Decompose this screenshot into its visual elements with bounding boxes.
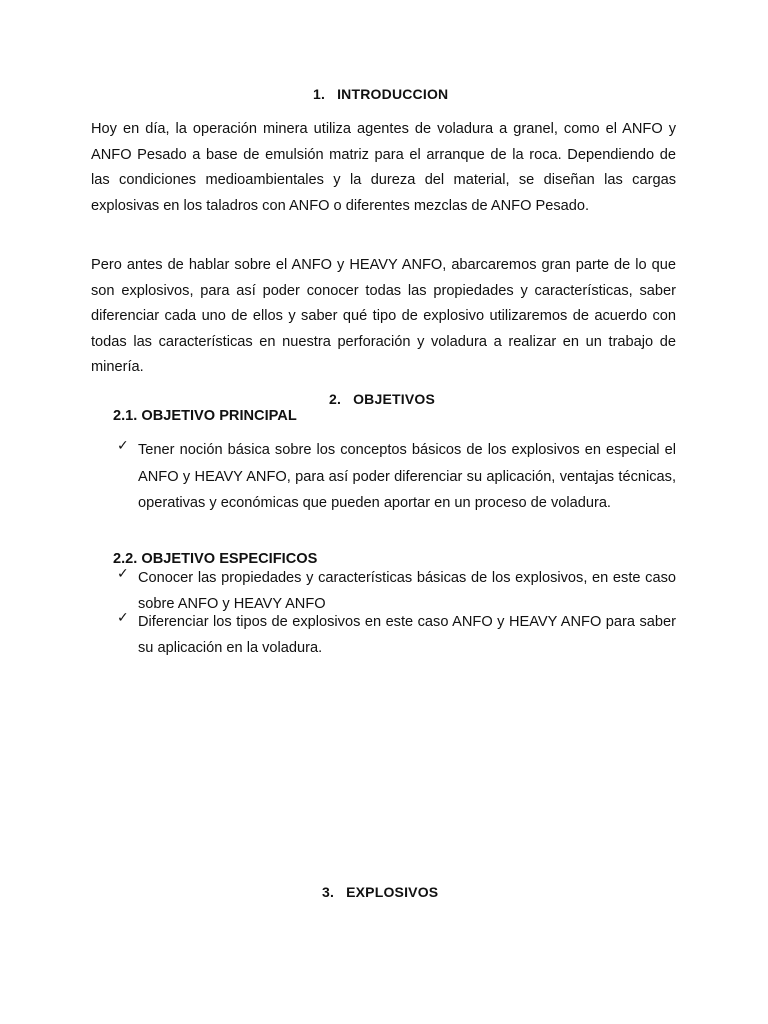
section-1-number: 1. <box>313 86 326 102</box>
section-2-heading <box>329 391 435 407</box>
list-item-text: Tener noción básica sobre los conceptos básicos de los explosivos en especial el ANFO y HEAVY ANFO, para así poder diferenciar su aplicación, ventajas técnicas, operativas y económicas que pueden aportar en un proceso de voladura. <box>138 442 676 511</box>
subsection-2-1-heading <box>113 408 297 424</box>
list-item-text: Diferenciar los tipos de explosivos en este caso ANFO y HEAVY ANFO para saber su aplicación en la voladura. <box>138 614 676 656</box>
section-3-number: 3. <box>322 884 335 900</box>
list-item-text: Conocer las propiedades y características básicas de los explosivos, en este caso sobre ANFO y HEAVY ANFO <box>138 570 676 612</box>
subsection-2-2-title: OBJETIVO ESPECIFICOS <box>141 551 318 567</box>
intro-paragraph-2: Pero antes de hablar sobre el ANFO y HEAVY ANFO, abarcaremos gran parte de lo que son explosivos, para así poder conocer todas las propiedades y características, saber diferenciar cada uno de ellos y saber qué tipo de explosivo utilizaremos de acuerdo con todas las características en nuestra perforación y voladura a realizar en un trabajo de minería. <box>91 257 676 375</box>
intro-paragraph-1: Hoy en día, la operación minera utiliza agentes de voladura a granel, como el ANFO y ANFO Pesado a base de emulsión matriz para el arranque de la roca. Dependiendo de las condiciones medioambientales y la dureza del material, se diseñan las cargas explosivas en los taladros con ANFO o diferentes mezclas de ANFO Pesado. <box>91 121 676 214</box>
subsection-2-2-number: 2.2. <box>113 551 138 567</box>
section-2-title: OBJETIVOS <box>353 391 436 407</box>
section-3-heading <box>322 884 438 900</box>
section-3-title: EXPLOSIVOS <box>346 884 439 900</box>
list-item <box>117 609 676 661</box>
checkmark-icon: ✓ <box>117 609 129 625</box>
section-2-number: 2. <box>329 391 342 407</box>
section-1-title: INTRODUCCION <box>337 86 449 102</box>
subsection-2-1-title: OBJETIVO PRINCIPAL <box>141 408 297 424</box>
subsection-2-1-number: 2.1. <box>113 408 138 424</box>
checkmark-icon: ✓ <box>117 565 129 581</box>
list-item <box>117 437 676 517</box>
section-1-heading <box>313 86 448 102</box>
checkmark-icon: ✓ <box>117 437 129 453</box>
